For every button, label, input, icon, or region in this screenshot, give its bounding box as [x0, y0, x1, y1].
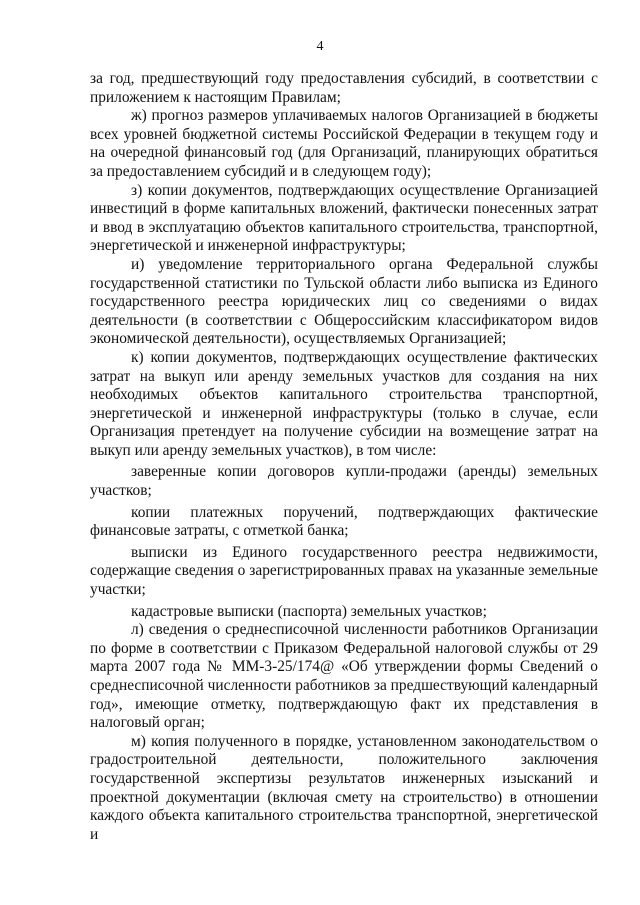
document-body	[90, 70, 598, 844]
paragraph-land-contracts: заверенные копии договоров купли-продажи (аренды) земельных участков;	[90, 463, 598, 500]
page-number: 4	[316, 39, 324, 54]
paragraph-i-statistics-notice: и) уведомление территориального органа Федеральной службы государственной статистики по Тульской области либо выписка из Единого государственного реестра юридических лиц со сведениями о видах деятельности (в соответствии с Общероссийским классификатором видов экономической деятельности), осуществляемых Организацией;	[90, 255, 598, 348]
paragraph-payment-orders: копии платежных поручений, подтверждающих фактические финансовые затраты, с отметкой банка;	[90, 503, 598, 540]
paragraph-k-land-costs: к) копии документов, подтверждающих осуществление фактических затрат на выкуп или аренду земельных участков для создания на них необходимых объектов капитального строительства транспортной, энергетической и инженерной инфраструктуры (только в случае, если Организация претендует на получение субсидии на возмещение затрат на выкуп или аренду земельных участков), в том числе:	[90, 348, 598, 459]
paragraph-zh-tax-forecast: ж) прогноз размеров уплачиваемых налогов Организацией в бюджеты всех уровней бюджетной системы Российской Федерации в текущем году и на очередной финансовый год (для Организаций, планирующих обратиться за предоставлением субсидий и в следующем году);	[90, 107, 598, 180]
paragraph-l-headcount: л) сведения о среднесписочной численности работников Организации по форме в соответствии с Приказом Федеральной налоговой службы от 29 марта 2007 года № ММ-3-25/174@ «Об утверждении формы Сведений о среднесписочной численности работников за предшествующий календарный год», имеющие отметку, подтверждающую факт их представления в налоговый орган;	[90, 621, 598, 732]
paragraph-registry-extracts: выписки из Единого государственного реестра недвижимости, содержащие сведения о зарегистрированных правах на указанные земельные участки;	[90, 543, 598, 599]
paragraph-continuation: за год, предшествующий году предоставления субсидий, в соответствии с приложением к настоящим Правилам;	[90, 70, 598, 106]
paragraph-m-expertise: м) копия полученного в порядке, установленном законодательством о градостроительной деятельности, положительного заключения государственной экспертизы результатов инженерных изысканий и проектной документации (включая смету на строительство) в отношении каждого объекта капитального строительства транспортной, энергетической и	[90, 732, 598, 843]
paragraph-z-investment-documents: з) копии документов, подтверждающих осуществление Организацией инвестиций в форме капитальных вложений, фактически понесенных затрат и ввод в эксплуатацию объектов капитального строительства, транспортной, энергетической и инженерной инфраструктуры;	[90, 181, 598, 255]
paragraph-cadastral-extracts: кадастровые выписки (паспорта) земельных участков;	[131, 602, 487, 620]
